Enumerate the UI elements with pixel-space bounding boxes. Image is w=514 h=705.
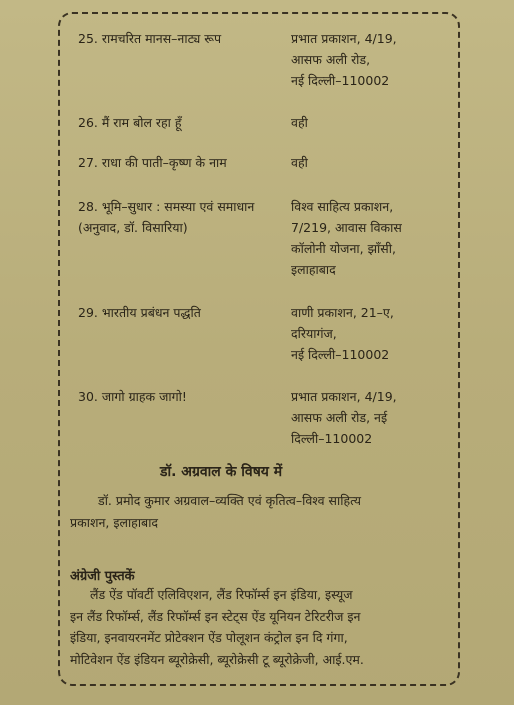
publisher-line: वाणी प्रकाशन, 21–ए, [291,305,394,320]
book-title: 26. मैं राम बोल रहा हूँ [78,115,182,130]
publisher-line: आसफ अली रोड, [291,52,371,67]
publisher-line: कॉलोनी योजना, झाँसी, [291,241,396,256]
bio-line: प्रकाशन, इलाहाबाद [70,515,159,530]
bio-paragraph [70,490,450,534]
english-books-line: इन लैंड रिफॉर्म्स, लैंड रिफॉर्म्स इन स्टेट्स ऐंड यूनियन टेरिटरीज इन [70,608,361,624]
publisher-line: वही [291,155,308,170]
bio-heading: डॉ. अग्रवाल के विषय में [160,464,283,480]
english-books-line: मोटिवेशन ऐंड इंडियन ब्यूरोक्रेसी, ब्यूरोक्रेसी टू ब्यूरोक्रेजी, आई.एम. [70,651,364,667]
book-title: 27. राधा की पाती–कृष्ण के नाम [78,155,227,170]
english-books-line: इंडिया, इनवायरनमेंट प्रोटेक्शन ऐंड पोलूशन कंट्रोल इन दि गंगा, [70,630,348,645]
publisher-info [291,112,461,133]
publisher-line: आसफ अली रोड, नई [291,410,388,425]
publisher-line: नई दिल्ली–110002 [291,73,390,88]
english-books-heading: अंग्रेजी पुस्तकें [70,569,135,584]
publisher-info [291,152,461,173]
bio-line: डॉ. प्रमोद कुमार अग्रवाल–व्यक्ति एवं कृतित्व–विश्व साहित्य [98,493,361,508]
publisher-info [291,196,461,280]
publisher-line: दरियागंज, [291,326,337,341]
publisher-line: इलाहाबाद [291,262,336,277]
publisher-line: दिल्ली–110002 [291,431,373,446]
book-title: 30. जागो ग्राहक जागो! [78,389,187,404]
publisher-info [291,28,461,91]
publisher-line: 7/219, आवास विकास [291,220,402,235]
english-books-line: लैंड ऐंड पॉवर्टी एलिविएशन, लैंड रिफॉर्म्स इन इंडिया, इस्यूज [90,587,353,602]
publisher-info [291,386,461,449]
book-title: 29. भारतीय प्रबंधन पद्धति [78,305,201,320]
publisher-line: विश्व साहित्य प्रकाशन, [291,199,394,214]
publisher-line: प्रभात प्रकाशन, 4/19, [291,31,397,46]
book-title: 25. रामचरित मानस–नाट्य रूप [78,31,222,46]
publisher-line: प्रभात प्रकाशन, 4/19, [291,389,397,404]
publisher-line: नई दिल्ली–110002 [291,347,390,362]
book-title: 28. भूमि–सुधार : समस्या एवं समाधान (अनुवाद, डॉ. विसारिया) [78,199,255,235]
publisher-info [291,302,461,365]
publisher-line: वही [291,115,308,130]
english-books-paragraph [70,584,450,670]
